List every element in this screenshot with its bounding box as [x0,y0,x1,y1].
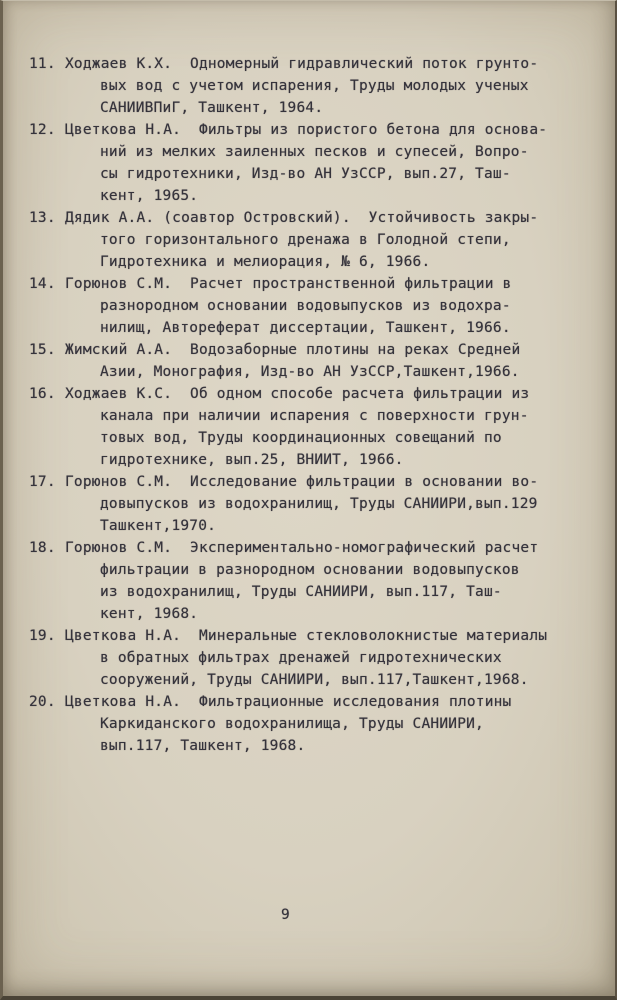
entry-line: Ходжаев К.Х. Одномерный гидравлический поток грунто- [65,56,539,72]
entry-line: Горюнов С.М. Экспериментально-номографический расчет [65,540,539,556]
entry-text [65,537,597,625]
entry-number: 19. [29,628,56,644]
entry-number: 12. [29,122,56,138]
entry-text [65,691,597,757]
entry-line: Цветкова Н.А. Фильтры из пористого бетона для основа- [65,122,548,138]
entry-line: разнородном основании водовыпусков из водохра- [100,298,511,314]
reference-entry [29,207,597,273]
entry-number: 16. [29,386,56,402]
entry-line: Ходжаев К.С. Об одном способе расчета фильтрации из [65,386,530,402]
reference-entry [29,537,597,625]
entry-line: фильтрации в разнородном основании водовыпусков [100,562,520,578]
entry-line: канала при наличии испарения с поверхности грун- [100,408,529,424]
entry-line: Горюнов С.М. Исследование фильтрации в основании во- [65,474,539,490]
entry-line: того горизонтального дренажа в Голодной степи, [100,232,511,248]
entry-line: Горюнов С.М. Расчет пространственной фильтрации в [65,276,512,292]
entry-line: Жимский А.А. Водозаборные плотины на реках Средней [65,342,521,358]
entry-line: кент, 1968. [100,606,199,622]
entry-line: Ташкент,1970. [100,518,217,534]
entry-number: 14. [29,276,56,292]
entry-text [65,207,597,273]
entry-line: Азии, Монография, Изд-во АН УзССР,Ташкент,1966. [100,364,520,380]
entry-text [65,119,597,207]
reference-entry [29,691,597,757]
reference-entry [29,625,597,691]
entry-line: вып.117, Ташкент, 1968. [100,738,306,754]
entry-line: Цветкова Н.А. Фильтрационные исследования плотины [65,694,512,710]
reference-entry [29,339,597,383]
entry-line: гидротехнике, вып.25, ВНИИТ, 1966. [100,452,404,468]
entry-line: ний из мелких заиленных песков и супесей, Вопро- [100,144,529,160]
entry-line: сооружений, Труды САНИИРИ, вып.117,Ташкент,1968. [100,672,529,688]
entry-line: Каркиданского водохранилища, Труды САНИИРИ, [100,716,484,732]
entry-line: вых вод с учетом испарения, Труды молодых ученых [100,78,529,94]
entry-line: в обратных фильтрах дренажей гидротехнических [100,650,502,666]
entry-text [65,339,597,383]
reference-entry [29,273,597,339]
entry-text [65,625,597,691]
entry-text [65,471,597,537]
entry-text [65,383,597,471]
entry-line: товых вод, Труды координационных совещаний по [100,430,502,446]
reference-entry [29,383,597,471]
entry-number: 18. [29,540,56,556]
reference-entry [29,471,597,537]
entry-line: нилищ, Автореферат диссертации, Ташкент, 1966. [100,320,511,336]
entry-line: Дядик А.А. (соавтор Островский). Устойчивость закры- [65,210,539,226]
entry-number: 17. [29,474,56,490]
entry-number: 13. [29,210,56,226]
entry-text [65,273,597,339]
reference-entry [29,53,597,119]
entry-line: сы гидротехники, Изд-во АН УзССР, вып.27, Таш- [100,166,511,182]
page-number: 9 [281,907,290,923]
entry-line: Цветкова Н.А. Минеральные стекловолокнистые материалы [65,628,548,644]
entry-line: Гидротехника и мелиорация, № 6, 1966. [100,254,431,270]
entry-number: 15. [29,342,56,358]
entry-line: кент, 1965. [100,188,199,204]
reference-entry [29,119,597,207]
entry-line: из водохранилищ, Труды САНИИРИ, вып.117, Таш- [100,584,502,600]
entry-line: САНИИВПиГ, Ташкент, 1964. [100,100,324,116]
entry-line: довыпусков из водохранилищ, Труды САНИИРИ,вып.129 [100,496,538,512]
entry-number: 20. [29,694,56,710]
reference-list [29,53,597,757]
entry-text [65,53,597,119]
entry-number: 11. [29,56,56,72]
